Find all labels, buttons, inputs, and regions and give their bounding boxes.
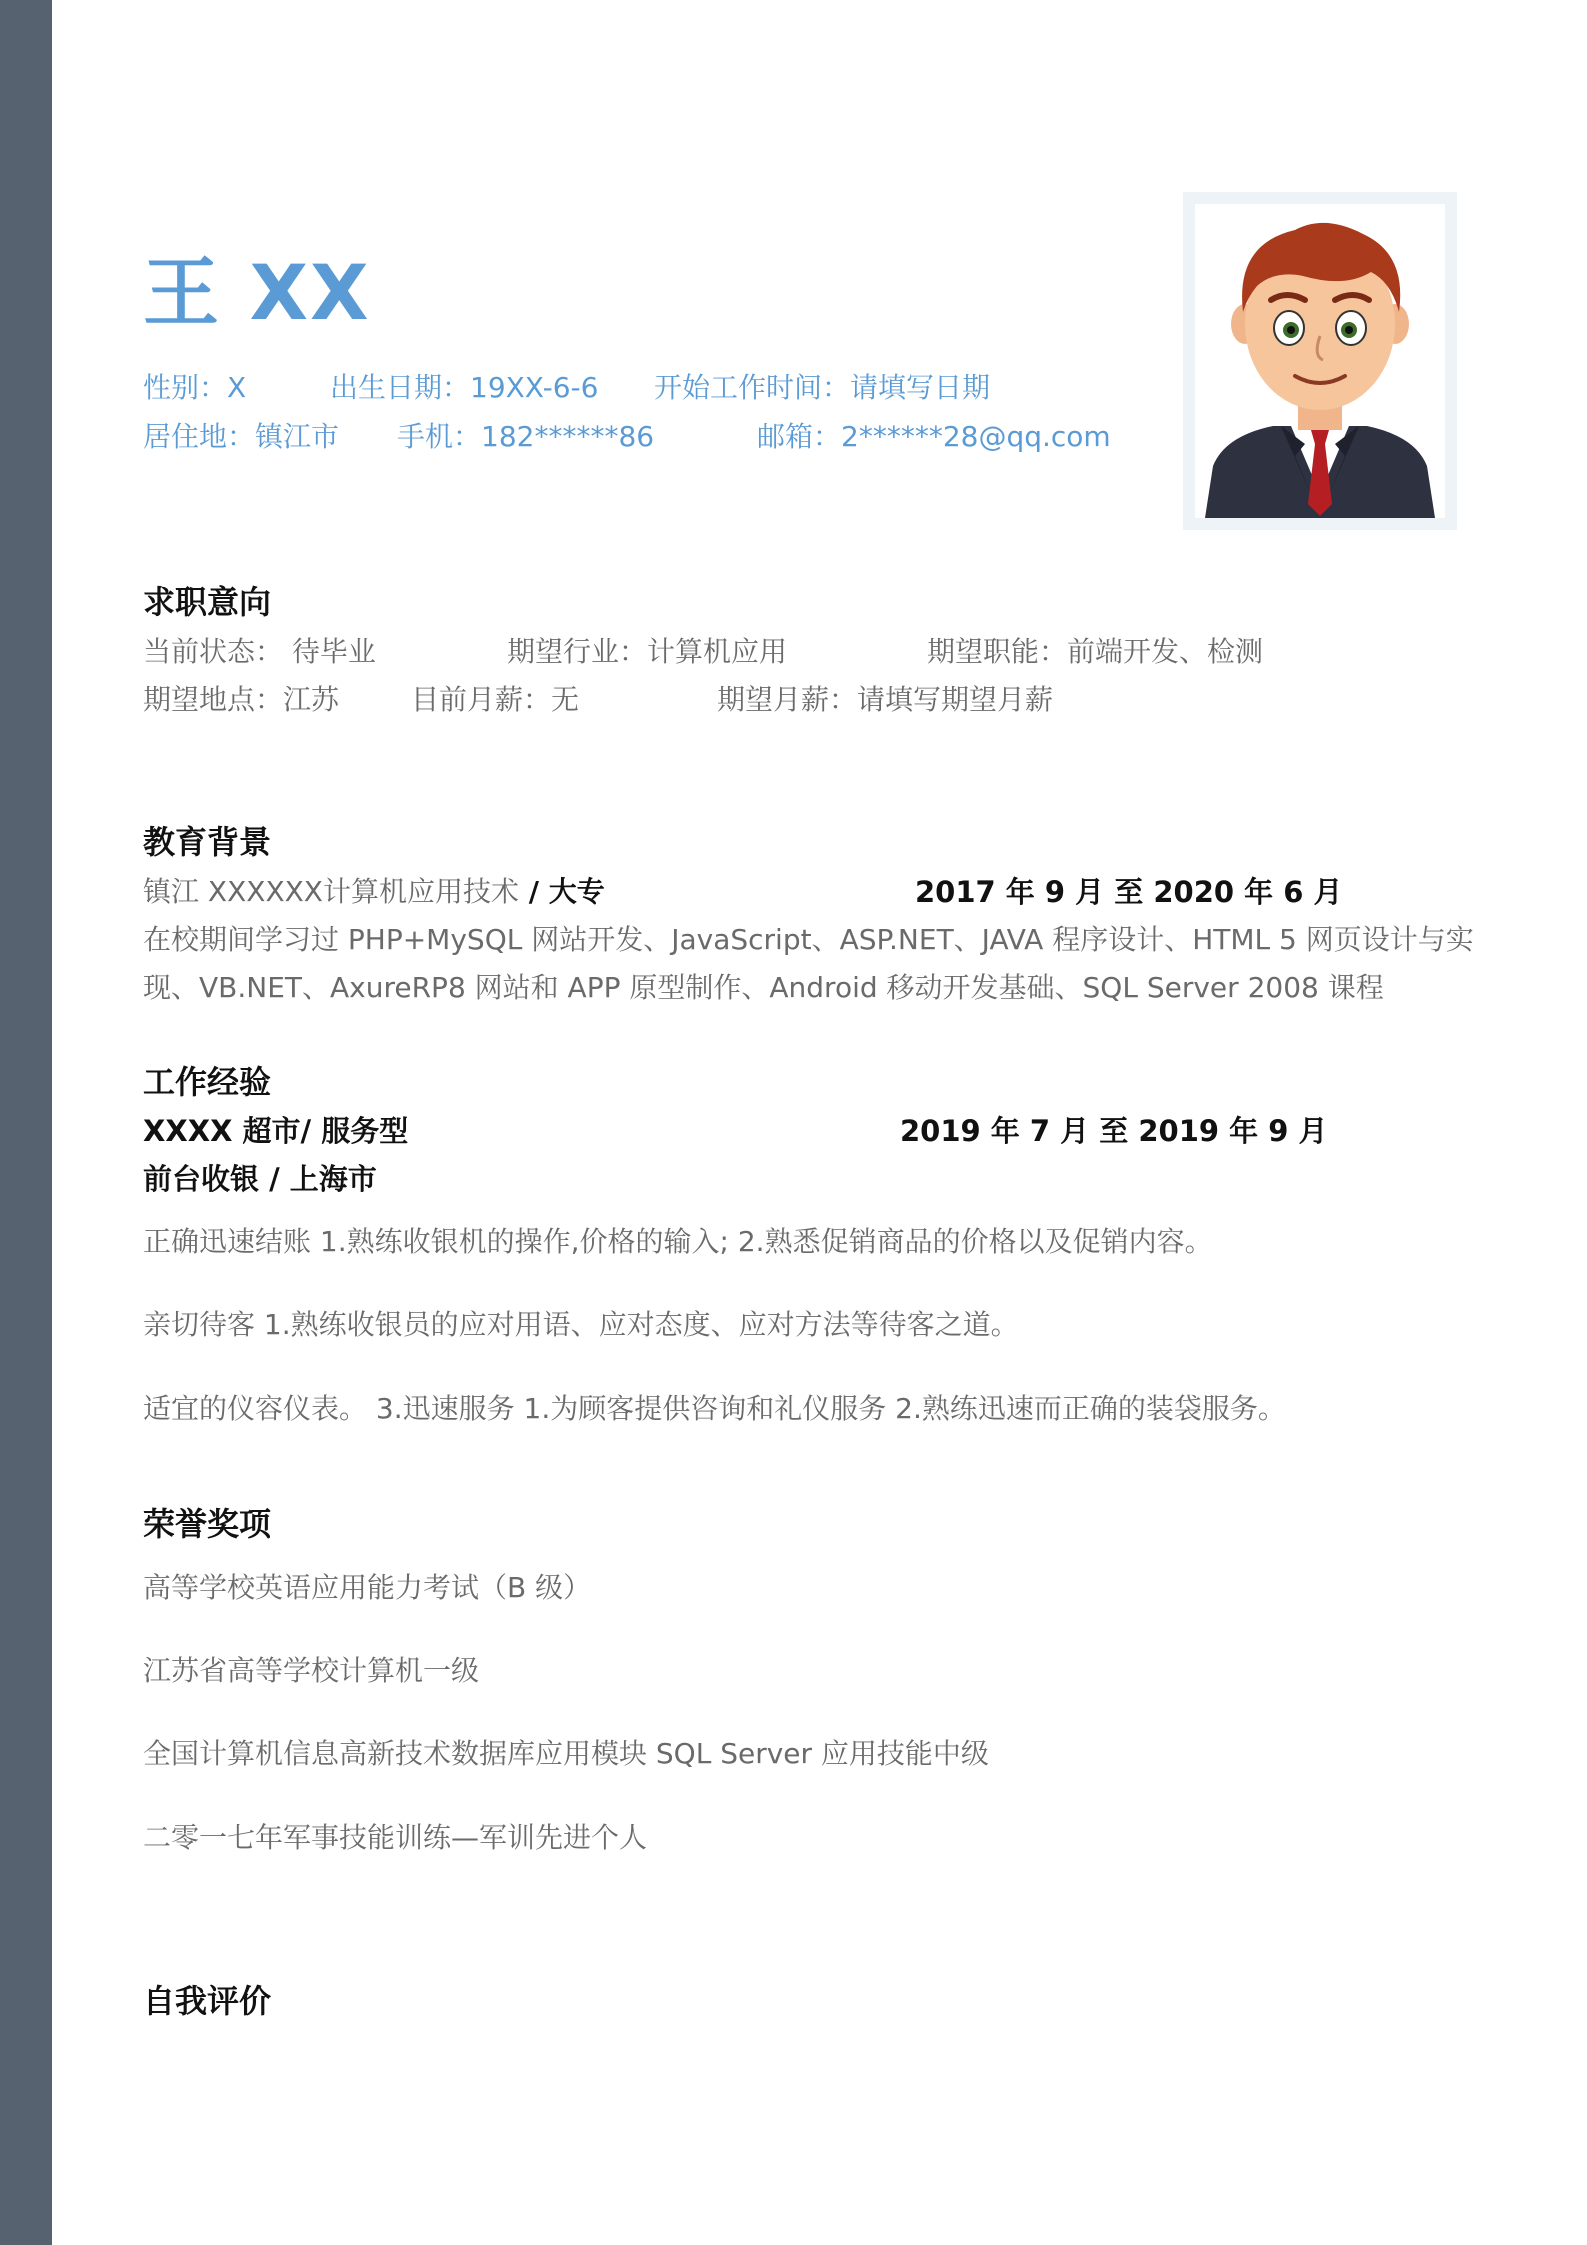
work-company: XXXX 超市/ 服务型 — [143, 1114, 409, 1148]
section-title-job-intent: 求职意向 — [143, 583, 272, 621]
profile-photo — [1183, 192, 1457, 530]
section-title-work: 工作经验 — [143, 1063, 272, 1101]
work-role: 前台收银 / 上海市 — [143, 1162, 377, 1196]
expected-location: 期望地点：江苏 — [143, 683, 340, 716]
education-school: 镇江 XXXXXX计算机应用技术 — [143, 875, 519, 908]
sidebar-decoration — [0, 0, 52, 2245]
phone-field: 手机：182******86 — [397, 420, 655, 453]
section-title-honors: 荣誉奖项 — [143, 1505, 272, 1543]
honor-item: 高等学校英语应用能力考试（B 级） — [143, 1571, 592, 1604]
residence-field: 居住地：镇江市 — [143, 420, 340, 453]
expected-position: 期望职能：前端开发、检测 — [927, 635, 1264, 668]
current-status: 当前状态： 待毕业 — [143, 635, 376, 668]
honor-item: 全国计算机信息高新技术数据库应用模块 SQL Server 应用技能中级 — [143, 1737, 989, 1770]
resume-name: 王 XX — [143, 248, 371, 337]
work-item: 适宜的仪容仪表。 3.迅速服务 1.为顾客提供咨询和礼仪服务 2.熟练迅速而正确的装袋服务。 — [143, 1392, 1286, 1425]
birth-date-field: 出生日期：19XX-6-6 — [330, 371, 599, 404]
education-desc-line-2: 现、VB.NET、AxureRP8 网站和 APP 原型制作、Android 移动开发基础、SQL Server 2008 课程 — [143, 971, 1384, 1004]
work-item: 正确迅速结账 1.熟练收银机的操作,价格的输入; 2.熟悉促销商品的价格以及促销内容。 — [143, 1225, 1213, 1258]
gender-field: 性别：X — [143, 371, 247, 404]
expected-industry: 期望行业：计算机应用 — [507, 635, 788, 668]
section-title-education: 教育背景 — [143, 823, 272, 861]
work-item: 亲切待客 1.熟练收银员的应对用语、应对态度、应对方法等待客之道。 — [143, 1308, 1019, 1341]
expected-salary: 期望月薪：请填写期望月薪 — [717, 683, 1054, 716]
education-degree: / 大专 — [519, 875, 605, 908]
education-period: 2017 年 9 月 至 2020 年 6 月 — [915, 875, 1343, 909]
education-desc-line-1: 在校期间学习过 PHP+MySQL 网站开发、JavaScript、ASP.NET、JAVA 程序设计、HTML 5 网页设计与实 — [143, 923, 1474, 956]
honor-item: 二零一七年军事技能训练—军训先进个人 — [143, 1821, 648, 1854]
current-salary: 目前月薪：无 — [411, 683, 580, 716]
section-title-self-evaluation: 自我评价 — [143, 1982, 272, 2020]
work-period: 2019 年 7 月 至 2019 年 9 月 — [900, 1114, 1328, 1148]
education-school-line — [143, 875, 605, 908]
work-start-field: 开始工作时间：请填写日期 — [654, 371, 991, 404]
email-field: 邮箱：2******28@qq.com — [757, 420, 1111, 453]
honor-item: 江苏省高等学校计算机一级 — [143, 1654, 480, 1687]
avatar-cartoon-man-icon — [1195, 204, 1445, 518]
